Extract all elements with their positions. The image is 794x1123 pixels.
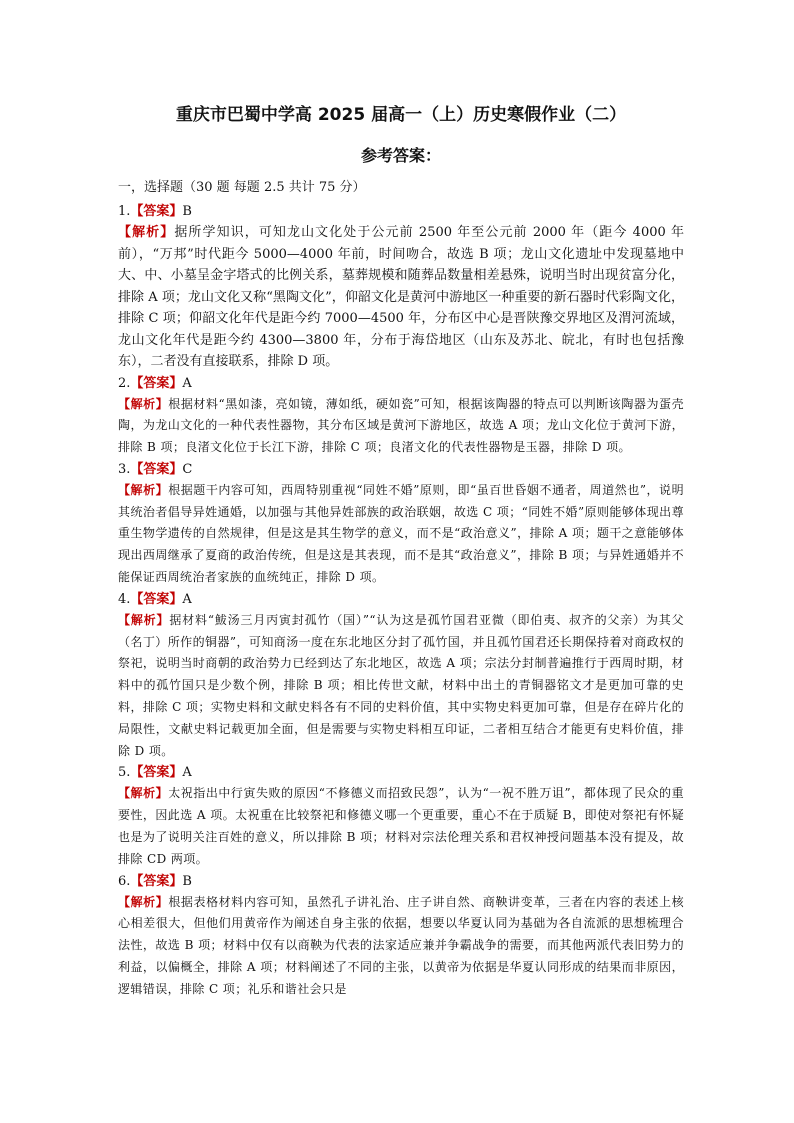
explain-tag: 【解析】 (118, 482, 169, 497)
explanation-text: 据所学知识，可知龙山文化处于公元前 2500 年至公元前 2000 年（距今 4000 年前），“万邦”时代距今 5000—4000 年前，时间吻合，故选 B 项；龙山文化遗址中发现墓地中大、中、小墓呈金字塔式的比例关系，墓葬规模和随葬品数量相差悬殊，说明当时出现贫富分化，排除 A 项；龙山文化又称“黑陶文化”，仰韶文化是黄河中游地区一种重要的新石器时代彩陶文化，排除 C 项；仰韶文化年代是距今约 7000—4500 年，分布区中心是晋陕豫交界地区及渭河流域，龙山文化年代是距今约 4300—3800 年，分布于海岱地区（山东及苏北、皖北，有时也包括豫东），二者没有直接联系，排除 D 项。 (118, 225, 684, 369)
answer-tag: 【答案】 (130, 873, 183, 889)
question-number: 4. (118, 591, 131, 607)
answer-line (118, 763, 684, 783)
answer-line (118, 374, 684, 394)
answer-line (118, 202, 684, 222)
answer-line (118, 460, 684, 480)
explain-tag: 【解析】 (118, 612, 170, 627)
explanation-text: 根据材料“黑如漆，亮如镜，薄如纸，硬如瓷”可知，根据该陶器的特点可以判断该陶器为蛋壳陶，为龙山文化的一种代表性器物，其分布区域是黄河下游地区，故选 A 项；龙山文化位于黄河下游，排除 B 项；良渚文化位于长江下游，排除 C 项；良渚文化的代表性器物是玉器，排除 D 项。 (118, 396, 685, 455)
explanation (118, 892, 684, 1001)
explanation (118, 610, 684, 763)
answer-value: A (182, 765, 192, 781)
answer-tag: 【答案】 (130, 461, 183, 477)
question-number: 2. (118, 375, 131, 391)
question-number: 3. (118, 461, 131, 477)
question-number: 6. (118, 873, 131, 889)
explain-tag: 【解析】 (118, 396, 169, 411)
section-heading: 一，选择题（30 题 每题 2.5 共计 75 分） (118, 180, 366, 195)
answer-value: B (182, 873, 192, 889)
answer-tag: 【答案】 (130, 765, 183, 781)
answer-value: B (182, 204, 192, 219)
question-item (118, 374, 684, 459)
question-item (118, 872, 684, 1001)
explain-tag: 【解析】 (118, 786, 169, 801)
explanation (118, 480, 684, 589)
answer-line (118, 590, 684, 610)
question-item (118, 202, 684, 373)
explain-tag: 【解析】 (118, 225, 175, 240)
answer-line (118, 872, 684, 892)
answer-value: C (182, 461, 193, 477)
question-number: 5. (118, 765, 131, 781)
explanation-text: 太祝指出中行寅失败的原因“不修德义而招致民怨”，认为“一祝不胜万诅”，都体现了民众的重要性，因此选 A 项。太祝重在比较祭祀和修德义哪一个更重要，重心不在于质疑 B，即使对祭祀有怀疑也是为了说明关注百姓的意义，所以排除 B 项；材料对宗法伦理关系和君权神授问题基本没有提及，故排除 CD 两项。 (118, 786, 684, 866)
question-number: 1. (118, 204, 131, 219)
answer-tag: 【答案】 (130, 375, 183, 391)
page-title: 重庆市巴蜀中学高 2025 届高一（上）历史寒假作业（二） (175, 105, 627, 125)
answer-sheet (118, 100, 684, 1002)
explanation-text: 根据题干内容可知，西周特别重视“同姓不婚”原则，即“虽百世昏姻不通者，周道然也”，说明其统治者倡导异姓通婚，以加强与其他异姓部族的政治联姻，故选 C 项；“同姓不婚”原则能够体现出尊重生物学遗传的自然规律，但是这是其生物学的意义，而不是“政治意义”，排除 A 项；题干之意能够体现出西周继承了夏商的政治传统，但是这是其表现，而不是其“政治意义”，排除 B 项；与异姓通婚并不能保证西周统治者家族的血统纯正，排除 D 项。 (118, 482, 684, 585)
question-item (118, 590, 684, 763)
explanation (118, 394, 684, 459)
page-subtitle: 参考答案： (360, 146, 441, 165)
question-item (118, 460, 684, 589)
explanation-text: 根据表格材料内容可知，虽然孔子讲礼治、庄子讲自然、商鞅讲变革，三者在内容的表述上核心相差很大，但他们用黄帝作为阐述自身主张的依据，想要以华夏认同为基础为各自流派的思想梳理合法性，故选 B 项；材料中仅有以商鞅为代表的法家适应兼并争霸战争的需要，而其他两派代表旧势力的利益，以偏概全，排除 A 项；材料阐述了不同的主张，以黄帝为依据是华夏认同形成的结果而非原因，逻辑错误，排除 C 项；礼乐和谐社会只是 (118, 894, 684, 996)
question-item (118, 763, 684, 870)
explanation-text: 据材料“鮁汤三月丙寅封孤竹（国）”“认为这是孤竹国君亚微（即伯夷、叔齐的父亲）为其父（名丁）所作的铜器”，可知商汤一度在东北地区分封了孤竹国，并且孤竹国君还长期保持着对商政权的祭祀，说明当时商朝的政治势力已经到达了东北地区，故选 A 项；宗法分封制普遍推行于西周时期，材料中的孤竹国只是少数个例，排除 B 项；相比传世文献，材料中出土的青铜器铭文才是更加可靠的史料，排除 C 项；实物史料和文献史料各有不同的史料价值，其中实物史料更加可靠，但是存在碎片化的局限性，文献史料记载更加全面，但是需要与实物史料相互印证，二者相互结合才能更有史料价值，排除 D 项。 (118, 612, 684, 758)
explanation (118, 222, 684, 373)
answer-value: A (182, 591, 192, 607)
answer-tag: 【答案】 (130, 204, 183, 219)
explain-tag: 【解析】 (118, 894, 169, 909)
explanation (118, 783, 684, 870)
answer-tag: 【答案】 (130, 591, 183, 607)
answer-value: A (182, 375, 192, 391)
